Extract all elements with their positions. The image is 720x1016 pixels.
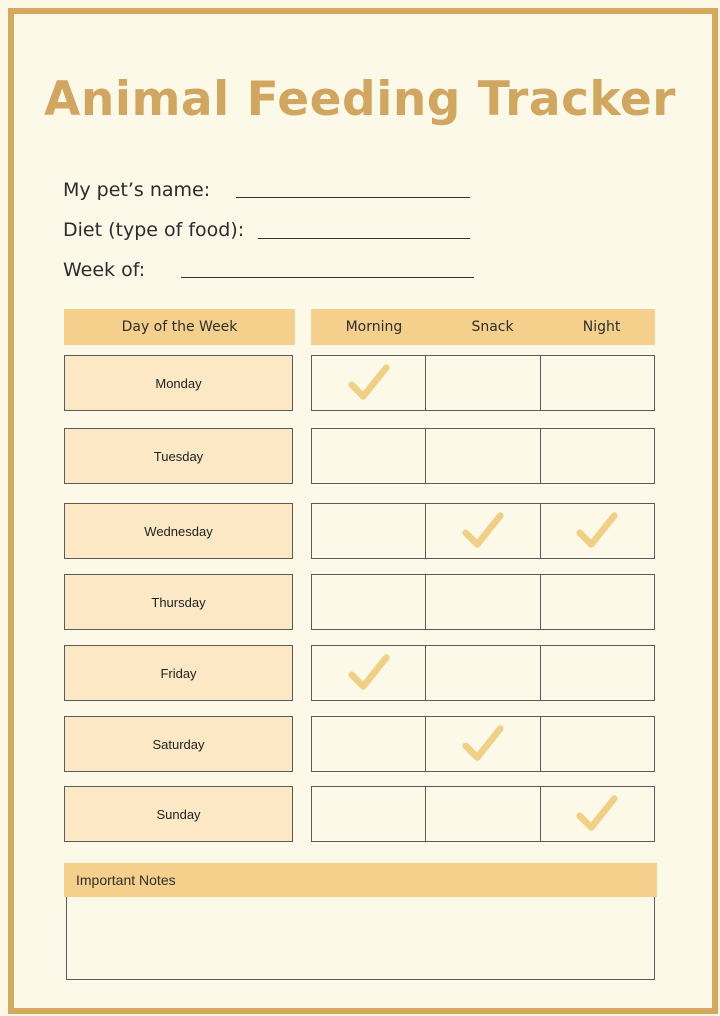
meal-cell-night[interactable] — [541, 717, 654, 771]
meal-cell-snack[interactable] — [426, 646, 540, 700]
meal-cell-morning[interactable] — [312, 646, 426, 700]
meal-cell-night[interactable] — [541, 646, 654, 700]
meal-cell-snack[interactable] — [426, 504, 540, 558]
notes-header: Important Notes — [64, 863, 657, 897]
meal-cell-morning[interactable] — [312, 429, 426, 483]
day-cell-wednesday: Wednesday — [64, 503, 293, 559]
checkmark-icon — [460, 721, 506, 767]
page-title: Animal Feeding Tracker — [44, 72, 676, 127]
week-field[interactable] — [181, 277, 474, 278]
meal-row-tuesday — [311, 428, 655, 484]
checkmark-icon — [574, 508, 620, 554]
meal-cell-snack[interactable] — [426, 717, 540, 771]
day-cell-tuesday: Tuesday — [64, 428, 293, 484]
checkmark-icon — [346, 360, 392, 406]
meal-cell-morning[interactable] — [312, 787, 426, 841]
meal-row-sunday — [311, 786, 655, 842]
meal-cell-snack[interactable] — [426, 356, 540, 410]
day-cell-friday: Friday — [64, 645, 293, 701]
meal-column-headers — [311, 309, 655, 345]
diet-label: Diet (type of food): — [63, 219, 245, 241]
pet-name-label: My pet’s name: — [63, 179, 211, 201]
week-label: Week of: — [63, 259, 146, 281]
day-cell-thursday: Thursday — [64, 574, 293, 630]
meal-row-saturday — [311, 716, 655, 772]
meal-cell-night[interactable] — [541, 575, 654, 629]
meal-cell-night[interactable] — [541, 787, 654, 841]
night-header: Night — [582, 319, 621, 335]
meal-cell-morning[interactable] — [312, 504, 426, 558]
meal-cell-snack[interactable] — [426, 787, 540, 841]
snack-header: Snack — [471, 319, 514, 335]
meal-row-wednesday — [311, 503, 655, 559]
meal-cell-night[interactable] — [541, 356, 654, 410]
checkmark-icon — [460, 508, 506, 554]
meal-row-thursday — [311, 574, 655, 630]
pet-name-field[interactable] — [236, 197, 470, 198]
meal-cell-snack[interactable] — [426, 575, 540, 629]
meal-row-monday — [311, 355, 655, 411]
meal-cell-night[interactable] — [541, 504, 654, 558]
day-column-header: Day of the Week — [64, 309, 295, 345]
diet-field[interactable] — [258, 238, 470, 239]
morning-header: Morning — [345, 319, 403, 335]
meal-cell-night[interactable] — [541, 429, 654, 483]
day-cell-sunday: Sunday — [64, 786, 293, 842]
checkmark-icon — [574, 791, 620, 837]
meal-cell-morning[interactable] — [312, 575, 426, 629]
meal-cell-morning[interactable] — [312, 356, 426, 410]
checkmark-icon — [346, 650, 392, 696]
day-cell-saturday: Saturday — [64, 716, 293, 772]
day-cell-monday: Monday — [64, 355, 293, 411]
meal-cell-morning[interactable] — [312, 717, 426, 771]
notes-field[interactable] — [66, 897, 655, 980]
meal-row-friday — [311, 645, 655, 701]
meal-cell-snack[interactable] — [426, 429, 540, 483]
